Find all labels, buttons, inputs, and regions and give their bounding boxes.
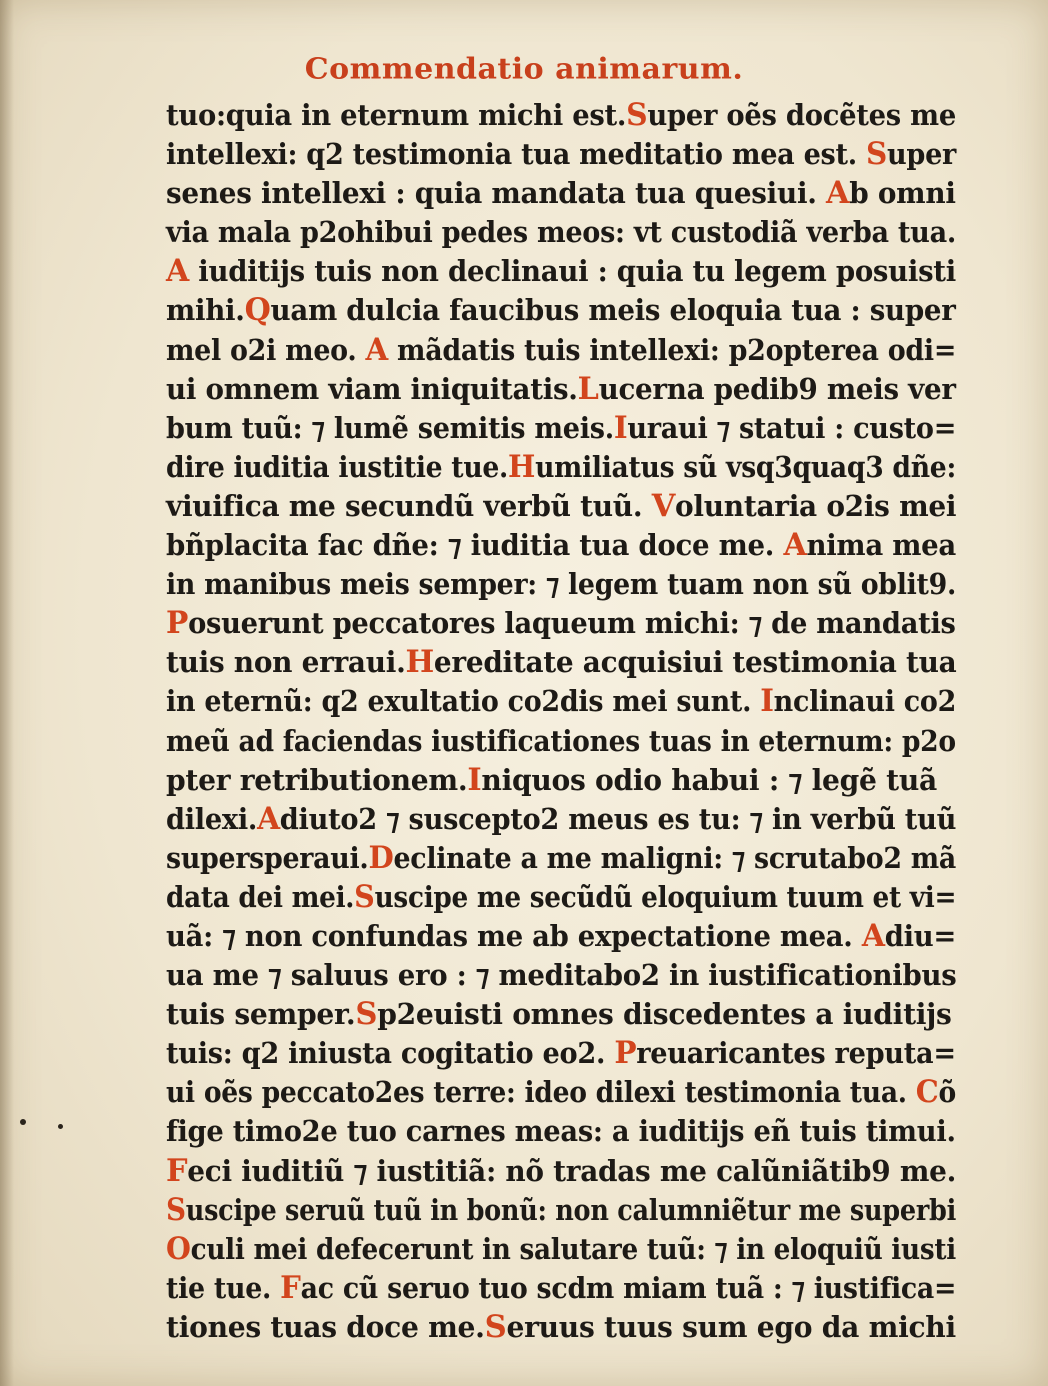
rubricated-initial: L: [577, 370, 599, 407]
text-line: [166, 839, 956, 878]
text-segment: ui omnem viam iniquitatis.: [166, 371, 578, 406]
text-segment: osuerunt peccatores laqueum michi: ⁊ de mandatis: [188, 606, 956, 641]
text-line: [166, 761, 956, 800]
text-line: [166, 291, 956, 330]
text-line: [166, 174, 956, 213]
text-segment: ui oẽs peccato2es terre: ideo dilexi testimonia tua.: [166, 1075, 916, 1110]
rubricated-initial: V: [651, 487, 676, 524]
text-segment: uam dulcia faucibus meis eloquia tua : super: [270, 293, 956, 328]
rubricated-initial: S: [866, 136, 888, 173]
rubricated-initial: O: [166, 1230, 191, 1267]
text-line: [166, 252, 956, 291]
text-segment: tuo:quia in eternum michi est.: [166, 98, 627, 132]
text-segment: bum tuũ: ⁊ lumẽ semitis meis.: [166, 410, 614, 445]
text-segment: eruus tuus sum ego da michi: [506, 1309, 956, 1344]
rubricated-initial: A: [861, 917, 885, 954]
text-segment: intellexi: q2 testimonia tua meditatio mea est.: [166, 137, 867, 172]
text-line: [166, 1308, 956, 1347]
text-line: [166, 1269, 957, 1308]
text-line: [166, 956, 957, 995]
text-segment: fige timo2e tuo carnes meas: a iuditijs eñ tuis timui.: [166, 1114, 956, 1149]
rubricated-initial: S: [166, 1191, 186, 1228]
rubricated-initial: H: [508, 448, 536, 485]
text-line: [166, 213, 956, 252]
text-segment: diu=: [884, 918, 957, 953]
rubricated-initial: H: [405, 644, 434, 681]
text-segment: meũ ad faciendas iustificationes tuas in eternum: p2o: [166, 723, 956, 758]
text-block: [166, 96, 966, 1347]
text-segment: in eternũ: q2 exultatio co2dis mei sunt.: [166, 684, 761, 719]
text-segment: niquos odio habui : ⁊ legẽ tuã: [481, 762, 937, 797]
text-segment: mel o2i meo.: [166, 332, 366, 367]
text-segment: mihi.: [166, 293, 245, 328]
rubricated-initial: A: [826, 175, 850, 212]
text-segment: tuis: q2 iniusta cogitatio eo2.: [166, 1036, 615, 1071]
text-line: [166, 1191, 957, 1230]
text-segment: tie tue.: [166, 1270, 281, 1305]
text-line: [166, 722, 956, 761]
rubricated-initial: I: [613, 409, 628, 446]
rubricated-initial: F: [166, 1152, 188, 1189]
text-segment: tuis semper.: [166, 997, 356, 1032]
text-line: [166, 800, 957, 839]
text-segment: data dei mei.: [166, 879, 355, 914]
text-segment: oluntaria o2is mei: [675, 488, 957, 523]
text-segment: eclinate a me maligni: ⁊ scrutabo2 mã: [393, 840, 956, 875]
text-segment: ua me ⁊ saluus ero : ⁊ meditabo2 in iustificationibus: [166, 958, 957, 993]
text-segment: õ: [938, 1075, 956, 1110]
text-line: [166, 1073, 956, 1112]
text-segment: culi mei defecerunt in salutare tuũ: ⁊ in eloquiũ iusti: [190, 1231, 956, 1266]
rubricated-initial: A: [783, 527, 807, 564]
text-line: [166, 682, 957, 721]
text-line: [166, 565, 957, 604]
text-segment: uraui ⁊ statui : custo=: [627, 410, 957, 445]
text-line: [166, 1152, 957, 1191]
text-segment: supersperaui.: [166, 840, 369, 875]
text-line: [166, 878, 957, 917]
rubricated-initial: P: [614, 1035, 637, 1072]
text-line: [166, 526, 956, 565]
rubricated-initial: I: [467, 761, 482, 798]
text-segment: mãdatis tuis intellexi: p2opterea odi=: [387, 332, 957, 367]
text-segment: ac cũ seruo tuo scdm miam tuã : ⁊ iustifica=: [300, 1270, 957, 1305]
text-segment: tuis non erraui.: [166, 645, 406, 680]
text-line: [166, 1112, 956, 1151]
text-segment: in manibus meis semper: ⁊ legem tuam non sũ oblit9.: [166, 567, 957, 602]
text-segment: dilexi.: [166, 801, 258, 836]
text-segment: viuifica me secundũ verbũ tuũ.: [166, 488, 652, 523]
text-line: [166, 135, 957, 174]
text-segment: senes intellexi : quia mandata tua quesiui.: [166, 176, 827, 211]
text-segment: dire iuditia iustitie tue.: [166, 449, 509, 484]
text-line: [166, 370, 956, 409]
text-segment: eci iuditiũ ⁊ iustitiã: nõ tradas me calũniãtib9 me.: [187, 1153, 957, 1188]
text-segment: umiliatus sũ vsq3quaq3 dñe:: [535, 449, 957, 484]
text-line: [166, 1034, 956, 1073]
text-line: [166, 96, 956, 135]
text-line: [166, 487, 957, 526]
rubricated-initial: S: [355, 996, 378, 1033]
text-line: [166, 331, 957, 370]
text-segment: pter retributionem.: [166, 762, 468, 797]
rubricated-initial: I: [760, 683, 774, 720]
text-segment: uscipe seruũ tuũ in bonũ: non calumniẽtur me superbi: [185, 1192, 957, 1227]
rubricated-initial: Q: [244, 292, 271, 329]
text-segment: nclinaui co2: [773, 684, 957, 719]
rubricated-initial: S: [626, 97, 648, 133]
rubricated-initial: P: [166, 605, 189, 642]
text-segment: reuaricantes reputa=: [636, 1036, 956, 1071]
text-segment: tiones tuas doce me.: [166, 1309, 485, 1344]
text-segment: uscipe me secũdũ eloquium tuum et vi=: [374, 879, 957, 914]
text-line: [166, 1230, 956, 1269]
text-segment: uper: [887, 137, 957, 172]
running-header: Commendatio animarum.: [304, 52, 744, 87]
text-line: [166, 643, 957, 682]
text-segment: uper oẽs docẽtes me: [647, 98, 956, 132]
text-line: [166, 448, 957, 487]
text-segment: diuto2 ⁊ suscepto2 meus es tu: ⁊ in verbũ tuũ: [279, 801, 957, 836]
ink-spot: [20, 1119, 26, 1125]
text-segment: iuditijs tuis non declinaui : quia tu legem posuisti: [188, 254, 956, 289]
text-segment: nima mea: [806, 528, 956, 563]
text-line: [166, 409, 957, 448]
rubricated-initial: S: [484, 1308, 507, 1345]
rubricated-initial: D: [368, 839, 394, 876]
text-segment: bñplacita fac dñe: ⁊ iuditia tua doce me.: [166, 528, 784, 563]
text-segment: ucerna pedib9 meis ver: [598, 371, 956, 406]
text-segment: uã: ⁊ non confundas me ab expectatione mea.: [166, 918, 862, 953]
text-line: [166, 995, 956, 1034]
text-segment: b omni: [849, 176, 956, 211]
text-segment: ereditate acquisiui testimonia tua: [433, 645, 957, 680]
text-segment: p2euisti omnes discedentes a iuditijs: [377, 997, 952, 1032]
text-segment: via mala p2ohibui pedes meos: vt custodiã verba tua.: [166, 215, 956, 250]
text-line: [166, 604, 956, 643]
rubricated-initial: C: [915, 1074, 939, 1111]
rubricated-initial: A: [257, 800, 280, 837]
ink-spot: [58, 1124, 63, 1129]
rubricated-initial: A: [166, 253, 189, 290]
rubricated-initial: F: [280, 1269, 301, 1306]
text-line: [166, 917, 957, 956]
rubricated-initial: A: [365, 331, 388, 368]
rubricated-initial: S: [354, 878, 375, 915]
